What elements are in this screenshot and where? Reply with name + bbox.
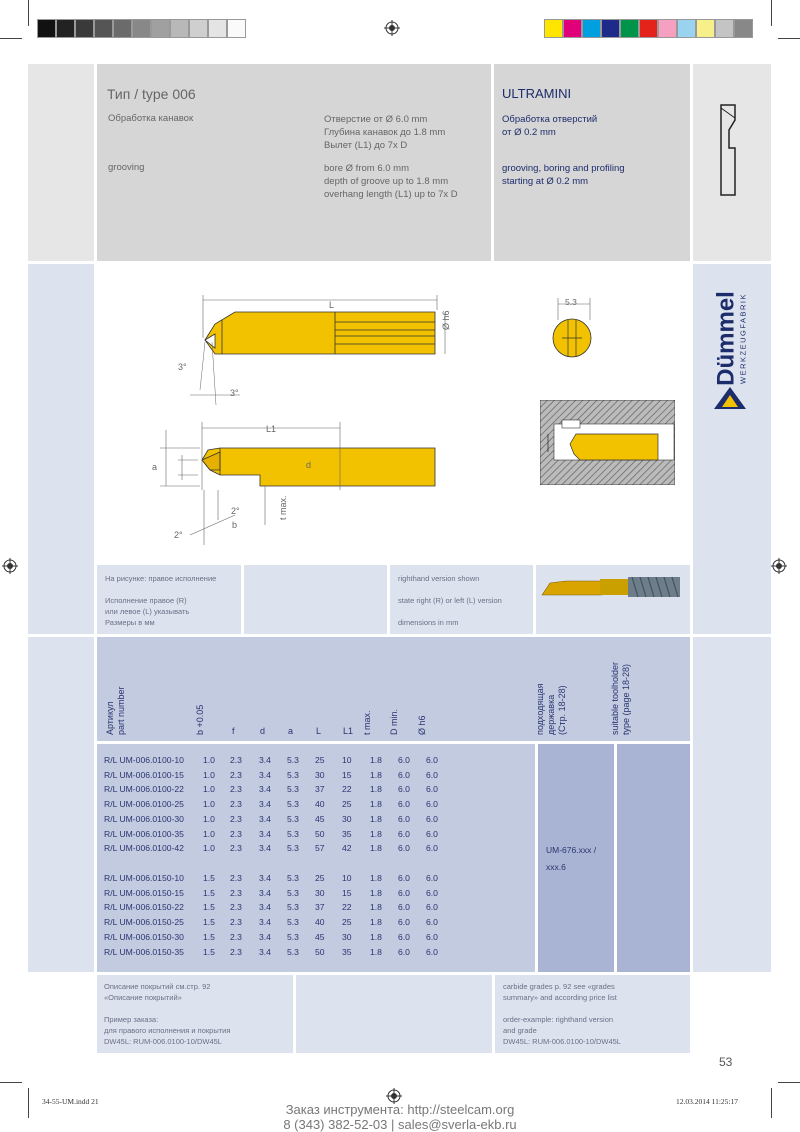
value-cell: 2.3 [230, 813, 242, 824]
value-cell: 1.8 [370, 828, 382, 839]
dim-angle: 2° [174, 530, 183, 540]
dim-b: b [232, 520, 238, 530]
brand-ru [502, 113, 597, 139]
value-cell: 1.5 [203, 946, 215, 957]
value-cell: 1.8 [370, 873, 382, 883]
value-cell: 5.3 [287, 784, 299, 795]
holder-value-line: xxx.6 [546, 862, 566, 872]
value-cell: 2.3 [230, 755, 242, 765]
value-cell: 3.4 [259, 902, 271, 913]
holder-line: suitable toolholder [610, 661, 620, 735]
product-photo [540, 575, 682, 603]
crop-mark [778, 1082, 800, 1083]
value-cell: 57 [315, 843, 325, 854]
technical-drawing [160, 290, 470, 550]
note-line: state right (R) or left (L) version [398, 596, 502, 605]
value-cell: 6.0 [426, 887, 438, 898]
footer-order: Заказ инструмента: http://steelcam.org [285, 1102, 515, 1117]
value-cell: 6.0 [398, 799, 410, 810]
value-cell: 1.8 [370, 799, 382, 810]
color-swatch [563, 19, 582, 38]
value-cell: 37 [315, 784, 325, 795]
value-cell: 30 [342, 931, 352, 942]
value-cell: 1.0 [203, 813, 215, 824]
value-cell: 35 [342, 828, 352, 839]
slug-right: 12.03.2014 11:25:17 [676, 1097, 739, 1106]
part-number-cell: R/L UM-006.0150-22 [104, 902, 184, 913]
value-cell: 1.8 [370, 931, 382, 942]
brand-line: grooving, boring and profiling [502, 163, 625, 174]
value-cell: 6.0 [398, 902, 410, 913]
part-number-cell: R/L UM-006.0150-35 [104, 946, 184, 957]
color-swatch [94, 19, 113, 38]
logo-mark-icon [712, 385, 748, 411]
dim-5-3: 5.3 [565, 297, 577, 307]
bottom-empty-panel [296, 975, 492, 1053]
color-swatch [113, 19, 132, 38]
value-cell: 2.3 [230, 843, 242, 854]
brand-line: от Ø 0.2 mm [502, 127, 556, 138]
value-cell: 30 [342, 813, 352, 824]
col-header-part-en: part number [116, 686, 126, 735]
en-specs [324, 162, 458, 201]
registration-mark-icon [384, 20, 400, 36]
value-cell: 15 [342, 887, 352, 898]
value-cell: 6.0 [398, 843, 410, 854]
value-cell: 6.0 [426, 799, 438, 810]
value-cell: 1.0 [203, 828, 215, 839]
spec-line: Вылет (L1) до 7x D [324, 140, 408, 151]
notes-en [398, 573, 502, 628]
dim-angle: 3° [178, 362, 187, 372]
left-margin-panel [28, 64, 94, 261]
value-cell: 1.8 [370, 902, 382, 913]
value-cell: 22 [342, 902, 352, 913]
value-cell: 10 [342, 873, 352, 883]
holder-value-line: UM-676.xxx / [546, 845, 597, 855]
color-swatch [601, 19, 620, 38]
value-cell: 5.3 [287, 813, 299, 824]
value-cell: 6.0 [398, 887, 410, 898]
value-cell: 1.8 [370, 784, 382, 795]
brand-en [502, 162, 625, 188]
page-number: 53 [719, 1055, 733, 1069]
dim-angle: 3° [230, 388, 239, 398]
col-header-b: b +0.05 [195, 704, 205, 735]
dim-a: a [152, 462, 158, 472]
col-header-holder-en [621, 664, 632, 735]
value-cell: 1.8 [370, 813, 382, 824]
bottom-line: order-example: righthand version [503, 1015, 614, 1024]
value-cell: 6.0 [398, 873, 410, 883]
value-cell: 2.3 [230, 799, 242, 810]
value-cell: 6.0 [426, 828, 438, 839]
col-header-d: d [260, 726, 266, 736]
brand-title: ULTRAMINI [502, 86, 572, 101]
value-cell: 3.4 [259, 843, 271, 854]
value-cell: 22 [342, 784, 352, 795]
color-swatch [715, 19, 734, 38]
value-cell: 42 [342, 843, 352, 854]
value-cell: 5.3 [287, 887, 299, 898]
value-cell: 5.3 [287, 799, 299, 810]
col-header-holder-ru [546, 695, 557, 735]
value-cell: 6.0 [426, 769, 438, 780]
logo-name: Dümmel [712, 291, 740, 386]
bottom-line: Пример заказа: [104, 1015, 159, 1024]
color-swatch [75, 19, 94, 38]
value-cell: 3.4 [259, 784, 271, 795]
value-cell: 1.5 [203, 887, 215, 898]
value-cell: 1.5 [203, 917, 215, 928]
value-cell: 2.3 [230, 769, 242, 780]
part-number-cell: R/L UM-006.0100-42 [104, 843, 184, 854]
value-cell: 6.0 [398, 755, 410, 765]
right-margin-panel [693, 637, 771, 972]
note-line: Размеры в мм [105, 618, 155, 627]
value-cell: 6.0 [398, 784, 410, 795]
part-number-cell: R/L UM-006.0100-35 [104, 828, 184, 839]
color-swatch [170, 19, 189, 38]
value-cell: 6.0 [398, 931, 410, 942]
bottom-ru [104, 981, 230, 1047]
value-cell: 3.4 [259, 769, 271, 780]
dim-dh6: Ø h6 [441, 310, 451, 330]
section-view-drawing [540, 400, 675, 485]
color-swatch [620, 19, 639, 38]
value-cell: 2.3 [230, 902, 242, 913]
value-cell: 15 [342, 769, 352, 780]
value-cell: 3.4 [259, 931, 271, 942]
part-number-cell: R/L UM-006.0100-22 [104, 784, 184, 795]
spec-line: Отверстие от Ø 6.0 mm [324, 114, 428, 125]
value-cell: 2.3 [230, 828, 242, 839]
value-cell: 5.3 [287, 755, 299, 765]
bottom-line: DW45L: RUM-006.0100-10/DW45L [104, 1037, 222, 1046]
left-margin-panel [28, 264, 94, 634]
note-line: На рисунке: правое исполнение [105, 574, 217, 583]
value-cell: 2.3 [230, 887, 242, 898]
color-swatch [696, 19, 715, 38]
bottom-line: DW45L: RUM-006.0100-10/DW45L [503, 1037, 621, 1046]
registration-mark-icon [2, 558, 18, 574]
value-cell: 1.5 [203, 931, 215, 942]
color-swatch [37, 19, 56, 38]
value-cell: 3.4 [259, 946, 271, 957]
value-cell: 1.0 [203, 755, 215, 765]
value-cell: 1.5 [203, 902, 215, 913]
dim-tmax: t max. [278, 495, 288, 520]
ru-label: Обработка канавок [108, 113, 194, 124]
note-line: Исполнение правое (R) [105, 596, 187, 605]
note-line: righthand version shown [398, 574, 480, 583]
crop-mark [771, 0, 772, 26]
bottom-en [503, 981, 621, 1047]
brand-line: starting at Ø 0.2 mm [502, 176, 589, 187]
value-cell: 1.8 [370, 946, 382, 957]
spec-line: overhang length (L1) up to 7x D [324, 189, 458, 200]
value-cell: 37 [315, 902, 325, 913]
value-cell: 5.3 [287, 931, 299, 942]
color-swatch [227, 19, 246, 38]
spec-line: Глубина канавок до 1.8 mm [324, 127, 446, 138]
notes-ru [105, 573, 216, 628]
value-cell: 6.0 [398, 813, 410, 824]
holder-column-en [617, 744, 690, 972]
tool-profile-icon [715, 100, 745, 200]
logo-sub: WERKZEUGFABRIK [738, 293, 748, 385]
value-cell: 1.5 [203, 873, 215, 883]
page-title: Тип / type 006 [107, 86, 196, 102]
color-swatch [677, 19, 696, 38]
crop-mark [0, 1082, 22, 1083]
col-header-holder-ru [535, 683, 546, 735]
color-swatch [734, 19, 753, 38]
value-cell: 1.0 [203, 784, 215, 795]
col-header-part-ru: Артикул [105, 701, 115, 735]
dim-L: L [329, 300, 335, 310]
value-cell: 45 [315, 931, 325, 942]
value-cell: 5.3 [287, 873, 299, 883]
value-cell: 2.3 [230, 931, 242, 942]
holder-value [546, 842, 596, 876]
color-swatch [189, 19, 208, 38]
color-swatch [639, 19, 658, 38]
crop-mark [0, 38, 22, 39]
slug-left: 34-55-UM.indd 21 [42, 1097, 99, 1106]
part-number-cell: R/L UM-006.0150-15 [104, 887, 184, 898]
part-number-cell: R/L UM-006.0150-10 [104, 873, 184, 883]
col-header-holder-en [610, 662, 621, 735]
color-swatch [56, 19, 75, 38]
value-cell: 2.3 [230, 946, 242, 957]
dim-d: d [306, 460, 312, 470]
value-cell: 6.0 [426, 946, 438, 957]
col-header-f: f [232, 726, 235, 736]
bottom-line: Описание покрытий см.стр. 92 [104, 982, 211, 991]
value-cell: 6.0 [398, 917, 410, 928]
col-header-a: a [288, 726, 294, 736]
value-cell: 1.8 [370, 769, 382, 780]
value-cell: 6.0 [426, 813, 438, 824]
value-cell: 5.3 [287, 917, 299, 928]
part-number-cell: R/L UM-006.0100-25 [104, 799, 184, 810]
value-cell: 1.8 [370, 843, 382, 854]
value-cell: 5.3 [287, 946, 299, 957]
note-line: dimensions in mm [398, 618, 459, 627]
col-header-tmax: t max. [362, 710, 372, 735]
en-label: grooving [108, 162, 145, 173]
value-cell: 3.4 [259, 813, 271, 824]
registration-mark-icon [771, 558, 787, 574]
bottom-line: «Описание покрытий» [104, 993, 182, 1002]
value-cell: 25 [315, 755, 325, 765]
value-cell: 50 [315, 946, 325, 957]
value-cell: 1.0 [203, 843, 215, 854]
left-margin-panel [28, 637, 94, 972]
bottom-line: and grade [503, 1026, 537, 1035]
color-swatch [132, 19, 151, 38]
part-number-cell: R/L UM-006.0100-15 [104, 769, 184, 780]
value-cell: 6.0 [426, 902, 438, 913]
color-swatch [208, 19, 227, 38]
value-cell: 1.8 [370, 887, 382, 898]
value-cell: 6.0 [398, 946, 410, 957]
value-cell: 30 [315, 769, 325, 780]
value-cell: 5.3 [287, 843, 299, 854]
value-cell: 40 [315, 917, 325, 928]
color-swatch [658, 19, 677, 38]
value-cell: 5.3 [287, 828, 299, 839]
value-cell: 1.8 [370, 917, 382, 928]
value-cell: 3.4 [259, 917, 271, 928]
value-cell: 25 [315, 873, 325, 883]
value-cell: 6.0 [426, 784, 438, 795]
part-number-cell: R/L UM-006.0150-30 [104, 931, 184, 942]
ru-specs [324, 113, 445, 152]
brand-line: Обработка отверстий [502, 114, 598, 125]
value-cell: 2.3 [230, 917, 242, 928]
value-cell: 25 [342, 917, 352, 928]
spec-line: depth of groove up to 1.8 mm [324, 176, 449, 187]
holder-line: подходящая [535, 683, 545, 735]
holder-line: type (page 18-28) [621, 663, 631, 735]
value-cell: 1.0 [203, 769, 215, 780]
crop-mark [778, 38, 800, 39]
value-cell: 6.0 [426, 917, 438, 928]
col-header-dmin: D min. [389, 708, 399, 735]
color-swatch [544, 19, 563, 38]
part-number-cell: R/L UM-006.0100-10 [104, 755, 184, 765]
value-cell: 6.0 [398, 769, 410, 780]
part-number-cell: R/L UM-006.0150-25 [104, 917, 184, 928]
crop-mark [28, 0, 29, 26]
value-cell: 35 [342, 946, 352, 957]
value-cell: 50 [315, 828, 325, 839]
value-cell: 45 [315, 813, 325, 824]
value-cell: 1.0 [203, 799, 215, 810]
bottom-line: summary» and according price list [503, 993, 617, 1002]
value-cell: 10 [342, 755, 352, 765]
value-cell: 6.0 [426, 873, 438, 883]
value-cell: 5.3 [287, 769, 299, 780]
color-swatch [582, 19, 601, 38]
value-cell: 1.8 [370, 755, 382, 765]
dim-L1: L1 [266, 424, 277, 434]
dim-angle: 2° [231, 506, 240, 516]
bottom-line: для правого исполнения и покрытия [104, 1026, 231, 1035]
col-header-L: L [316, 726, 322, 736]
value-cell: 2.3 [230, 784, 242, 795]
bottom-line: carbide grades p. 92 see «grades [503, 982, 615, 991]
notes-empty-panel [244, 565, 387, 634]
col-header-L1: L1 [343, 726, 354, 736]
value-cell: 30 [315, 887, 325, 898]
value-cell: 6.0 [398, 828, 410, 839]
value-cell: 3.4 [259, 799, 271, 810]
value-cell: 40 [315, 799, 325, 810]
part-number-cell: R/L UM-006.0100-30 [104, 813, 184, 824]
holder-line: (Стр. 18-28) [557, 685, 567, 735]
value-cell: 3.4 [259, 887, 271, 898]
holder-line: державка [546, 694, 556, 735]
value-cell: 2.3 [230, 873, 242, 883]
color-swatch [151, 19, 170, 38]
value-cell: 3.4 [259, 755, 271, 765]
value-cell: 25 [342, 799, 352, 810]
value-cell: 5.3 [287, 902, 299, 913]
value-cell: 6.0 [426, 843, 438, 854]
note-line: или левое (L) указывать [105, 607, 190, 616]
value-cell: 6.0 [426, 755, 438, 765]
spec-line: bore Ø from 6.0 mm [324, 163, 409, 174]
value-cell: 6.0 [426, 931, 438, 942]
footer-contacts: 8 (343) 382-52-03 | sales@sverla-ekb.ru [283, 1117, 517, 1132]
col-header-dh6: Ø h6 [417, 715, 427, 735]
value-cell: 3.4 [259, 873, 271, 883]
col-header-holder-ru [557, 685, 568, 735]
value-cell: 3.4 [259, 828, 271, 839]
